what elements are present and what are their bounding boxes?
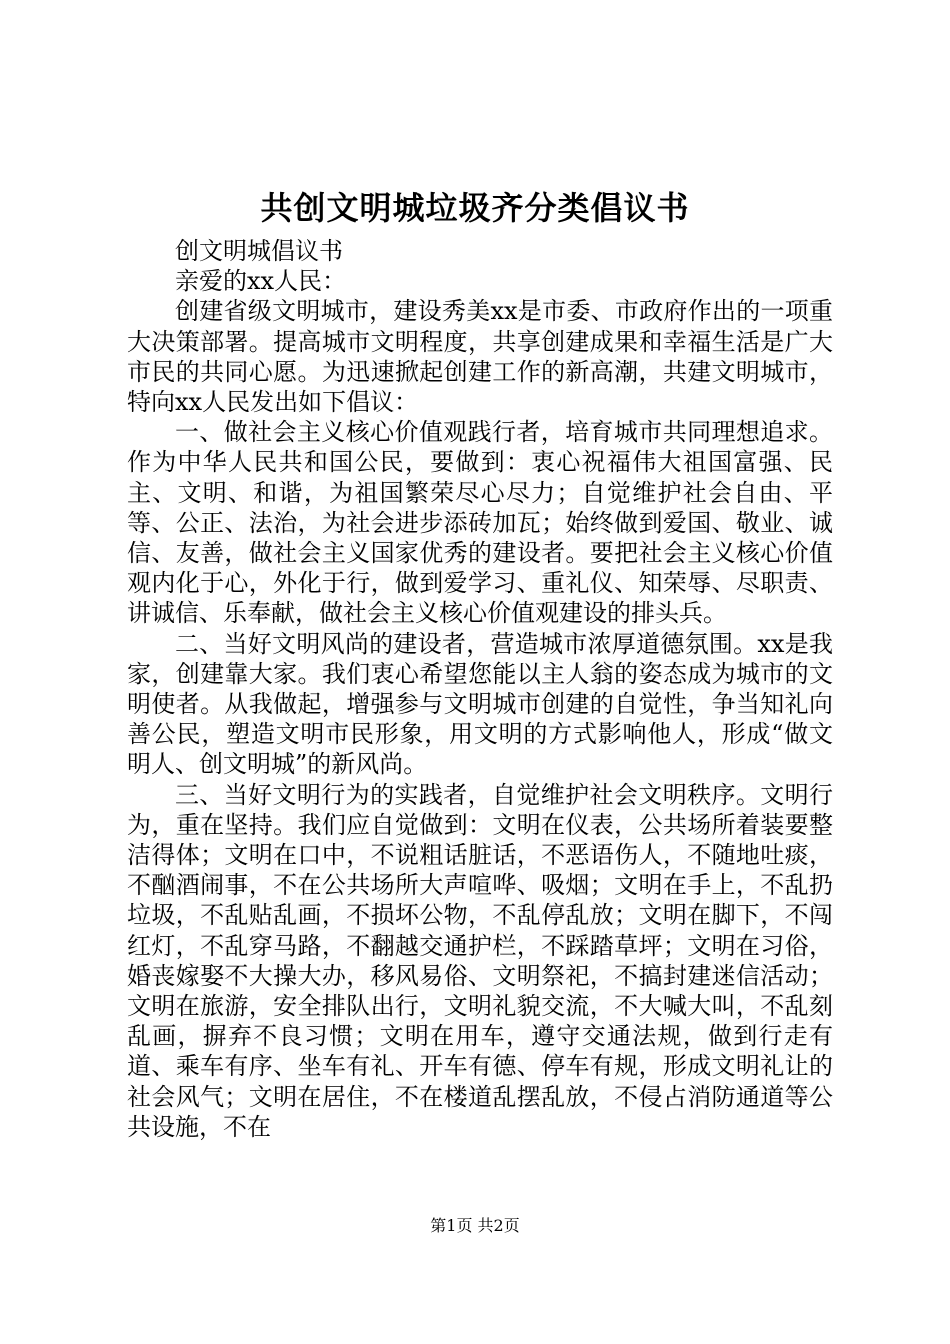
- paragraph-intro: 创建省级文明城市，建设秀美xx是市委、市政府作出的一项重大决策部署。提高城市文明程度，共享创建成果和幸福生活是广大市民的共同心愿。为迅速掀起创建工作的新高潮，共建文明城市，特向xx人民发出如下倡议：: [127, 297, 833, 417]
- paragraph-salutation: 亲爱的xx人民：: [175, 267, 347, 296]
- document-body: [127, 236, 833, 1142]
- paragraph-point-one: 一、做社会主义核心价值观践行者，培育城市共同理想追求。作为中华人民共和国公民，要做到：衷心祝福伟大祖国富强、民主、文明、和谐，为祖国繁荣尽心尽力；自觉维护社会自由、平等、公正、法治，为社会进步添砖加瓦；始终做到爱国、敬业、诚信、友善，做社会主义国家优秀的建设者。要把社会主义核心价值观内化于心，外化于行，做到爱学习、重礼仪、知荣辱、尽职责、讲诚信、乐奉献，做社会主义核心价值观建设的排头兵。: [127, 418, 833, 628]
- page-number-footer: 第1页 共2页: [430, 1216, 520, 1235]
- document-title: 共创文明城垃圾齐分类倡议书: [260, 189, 690, 227]
- paragraph-subtitle: 创文明城倡议书: [175, 237, 343, 265]
- paragraph-point-two: 二、当好文明风尚的建设者，营造城市浓厚道德氛围。xx是我家，创建靠大家。我们衷心希望您能以主人翁的姿态成为城市的文明使者。从我做起，增强参与文明城市创建的自觉性，争当知礼向善公民，塑造文明市民形象，用文明的方式影响他人，形成“做文明人、创文明城”的新风尚。: [127, 629, 833, 779]
- paragraph-point-three: 三、当好文明行为的实践者，自觉维护社会文明秩序。文明行为，重在坚持。我们应自觉做到：文明在仪表，公共场所着装要整洁得体；文明在口中，不说粗话脏话，不恶语伤人，不随地吐痰，不酗酒闹事，不在公共场所大声喧哗、吸烟；文明在手上，不乱扔垃圾，不乱贴乱画，不损坏公物，不乱停乱放；文明在脚下，不闯红灯，不乱穿马路，不翻越交通护栏，不踩踏草坪；文明在习俗，婚丧嫁娶不大操大办，移风易俗、文明祭祀，不搞封建迷信活动；文明在旅游，安全排队出行，文明礼貌交流，不大喊大叫，不乱刻乱画，摒弃不良习惯；文明在用车，遵守交通法规，做到行走有道、乘车有序、坐车有礼、开车有德、停车有规，形成文明礼让的社会风气；文明在居住，不在楼道乱摆乱放，不侵占消防通道等公共设施，不在: [127, 780, 833, 1141]
